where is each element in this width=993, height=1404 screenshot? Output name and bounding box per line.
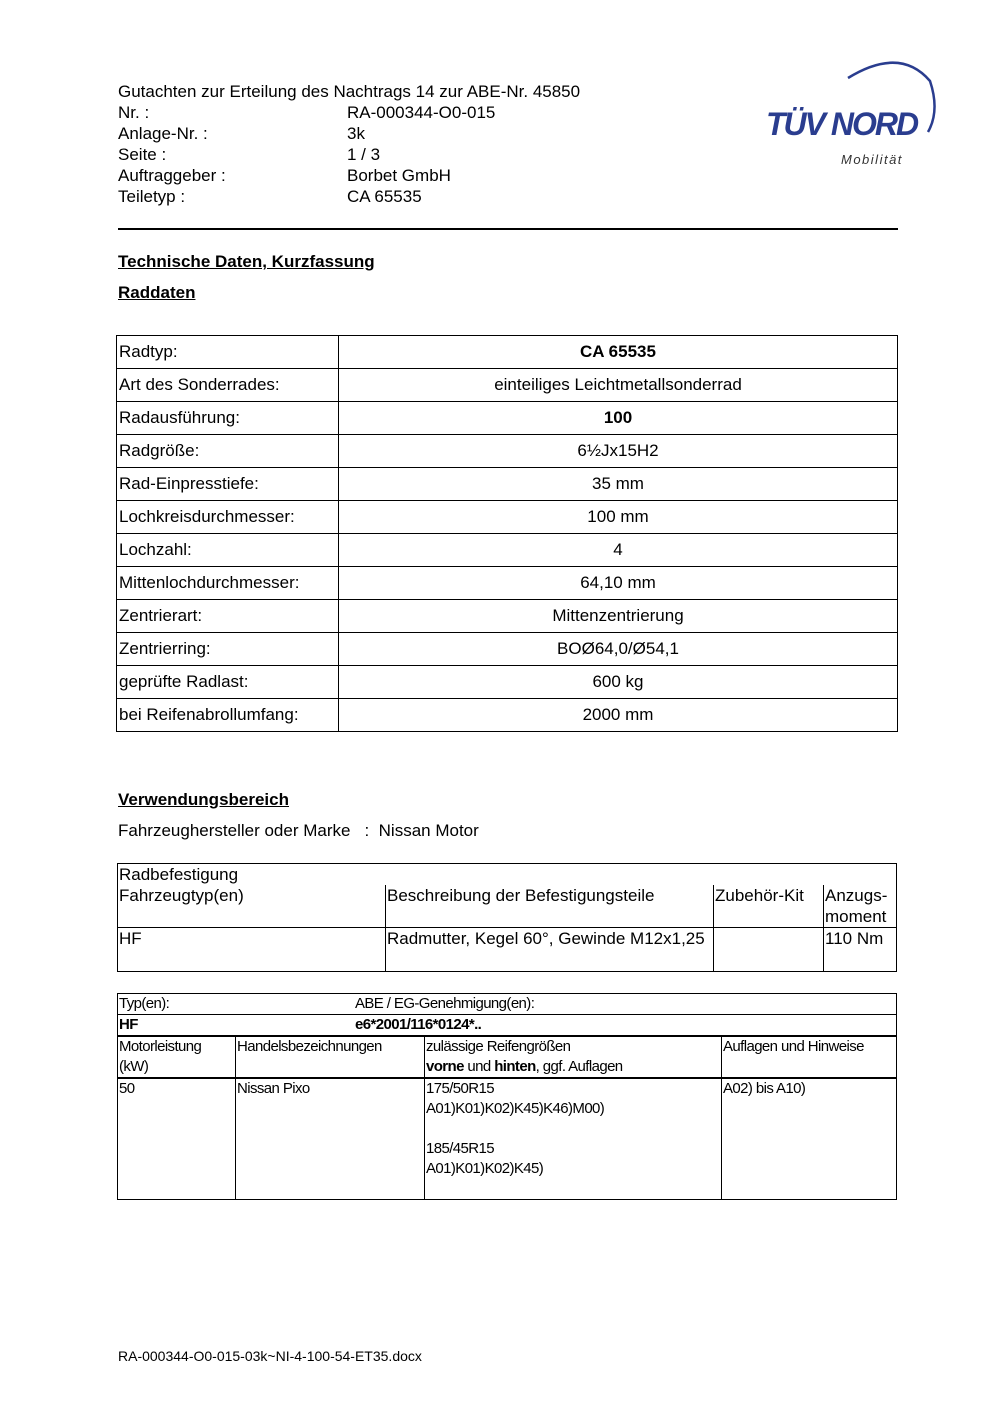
raddaten-value: BOØ64,0/Ø54,1 bbox=[339, 633, 898, 666]
tyre-size: 185/45R15 bbox=[426, 1140, 494, 1157]
column-header-motor: Motorleistung (kW) bbox=[118, 1036, 236, 1078]
header-row-auftraggeber: Auftraggeber : Borbet GmbH bbox=[118, 166, 451, 185]
raddaten-value: einteiliges Leichtmetallsonderrad bbox=[339, 369, 898, 402]
raddaten-label: Radausführung: bbox=[117, 402, 339, 435]
table-row bbox=[118, 928, 897, 972]
header-row-anlage: Anlage-Nr. : 3k bbox=[118, 124, 365, 143]
table-row bbox=[117, 666, 898, 699]
tyre-codes: A01)K01)K02)K45) bbox=[426, 1160, 544, 1177]
document-title: Gutachten zur Erteilung des Nachtrags 14 zur ABE-Nr. 45850 bbox=[118, 82, 581, 101]
raddaten-label: Zentrierring: bbox=[117, 633, 339, 666]
table-row bbox=[117, 534, 898, 567]
raddaten-label: geprüfte Radlast: bbox=[117, 666, 339, 699]
table-row bbox=[117, 699, 898, 732]
raddaten-value: 4 bbox=[339, 534, 898, 567]
reifen-header-line1: zulässige Reifengrößen bbox=[426, 1038, 571, 1055]
column-header-handel: Handelsbezeichnungen bbox=[236, 1036, 425, 1078]
reifen-header-line2: vorne und hinten, ggf. Auflagen bbox=[426, 1058, 623, 1075]
raddaten-label: Lochzahl: bbox=[117, 534, 339, 567]
hersteller-value: Nissan Motor bbox=[378, 821, 479, 840]
hersteller-separator: : bbox=[364, 821, 370, 840]
raddaten-value: 35 mm bbox=[339, 468, 898, 501]
table-row bbox=[118, 1015, 897, 1037]
table-row bbox=[118, 885, 897, 928]
header-row-teiletyp: Teiletyp : CA 65535 bbox=[118, 187, 422, 206]
radbefestigung-table bbox=[117, 863, 897, 972]
raddaten-label: Zentrierart: bbox=[117, 600, 339, 633]
raddaten-value: 6½Jx15H2 bbox=[339, 435, 898, 468]
tyre-codes: A01)K01)K02)K45)K46)M00) bbox=[426, 1100, 605, 1117]
raddaten-label: Mittenlochdurchmesser: bbox=[117, 567, 339, 600]
table-row bbox=[117, 567, 898, 600]
table-row bbox=[117, 468, 898, 501]
raddaten-label: Lochkreisdurchmesser: bbox=[117, 501, 339, 534]
footer-filename: RA-000344-O0-015-03k~NI-4-100-54-ET35.docx bbox=[118, 1348, 422, 1364]
hersteller-line bbox=[118, 821, 479, 841]
raddaten-value: 2000 mm bbox=[339, 699, 898, 732]
table-cell: Radmutter, Kegel 60°, Gewinde M12x1,25 bbox=[386, 928, 714, 972]
abe-label: ABE / EG-Genehmigung(en): bbox=[355, 995, 535, 1012]
motor-cell: 50 bbox=[118, 1078, 236, 1199]
column-header: Beschreibung der Befestigungsteile bbox=[386, 885, 714, 928]
table-row bbox=[118, 1078, 897, 1199]
auflagen-cell: A02) bis A10) bbox=[722, 1078, 897, 1199]
tyre-size: 175/50R15 bbox=[426, 1080, 494, 1097]
section-verwendungsbereich: Verwendungsbereich bbox=[118, 790, 289, 809]
raddaten-label: Radgröße: bbox=[117, 435, 339, 468]
table-row bbox=[117, 501, 898, 534]
column-header: Zubehör-Kit bbox=[714, 885, 824, 928]
typ-label-row bbox=[118, 994, 897, 1015]
header-row-nr: Nr. : RA-000344-O0-015 bbox=[118, 103, 496, 122]
raddaten-label: Rad-Einpresstiefe: bbox=[117, 468, 339, 501]
column-header: Anzugs-moment bbox=[824, 885, 897, 928]
table-row bbox=[118, 864, 897, 886]
raddaten-value: CA 65535 bbox=[339, 336, 898, 369]
raddaten-value: Mittenzentrierung bbox=[339, 600, 898, 633]
table-cell: HF bbox=[118, 928, 386, 972]
radbefestigung-title: Radbefestigung bbox=[118, 864, 897, 886]
header-divider bbox=[118, 228, 898, 230]
table-row bbox=[117, 369, 898, 402]
abe-value: e6*2001/116*0124*.. bbox=[355, 1016, 482, 1033]
logo-subtitle: Mobilität bbox=[841, 152, 903, 167]
table-row bbox=[118, 1036, 897, 1078]
column-header: Fahrzeugtyp(en) bbox=[118, 885, 386, 928]
raddaten-value: 100 mm bbox=[339, 501, 898, 534]
table-row bbox=[117, 633, 898, 666]
raddaten-value: 600 kg bbox=[339, 666, 898, 699]
table-cell: 110 Nm bbox=[824, 928, 897, 972]
header-row-seite: Seite : 1 / 3 bbox=[118, 145, 381, 164]
table-row bbox=[117, 435, 898, 468]
typ-label: Typ(en): bbox=[119, 995, 170, 1012]
raddaten-label: Art des Sonderrades: bbox=[117, 369, 339, 402]
logo-brand: TÜV NORD bbox=[766, 106, 918, 142]
section-raddaten: Raddaten bbox=[118, 283, 196, 302]
raddaten-label: bei Reifenabrollumfang: bbox=[117, 699, 339, 732]
reifen-cell bbox=[425, 1078, 722, 1199]
raddaten-value: 64,10 mm bbox=[339, 567, 898, 600]
column-header-reifen bbox=[425, 1036, 722, 1078]
typ-table bbox=[117, 993, 897, 1200]
hersteller-label: Fahrzeughersteller oder Marke bbox=[118, 821, 351, 840]
typ-value-row bbox=[118, 1015, 897, 1037]
document-header bbox=[118, 81, 580, 207]
table-cell bbox=[714, 928, 824, 972]
section-technische-daten: Technische Daten, Kurzfassung bbox=[118, 252, 375, 271]
table-row bbox=[117, 600, 898, 633]
table-row bbox=[117, 402, 898, 435]
typ-value: HF bbox=[119, 1016, 138, 1033]
raddaten-value: 100 bbox=[339, 402, 898, 435]
raddaten-label: Radtyp: bbox=[117, 336, 339, 369]
raddaten-table bbox=[116, 335, 898, 732]
handel-cell: Nissan Pixo bbox=[236, 1078, 425, 1199]
column-header-auflagen: Auflagen und Hinweise bbox=[722, 1036, 897, 1078]
table-row bbox=[118, 994, 897, 1015]
table-row bbox=[117, 336, 898, 369]
